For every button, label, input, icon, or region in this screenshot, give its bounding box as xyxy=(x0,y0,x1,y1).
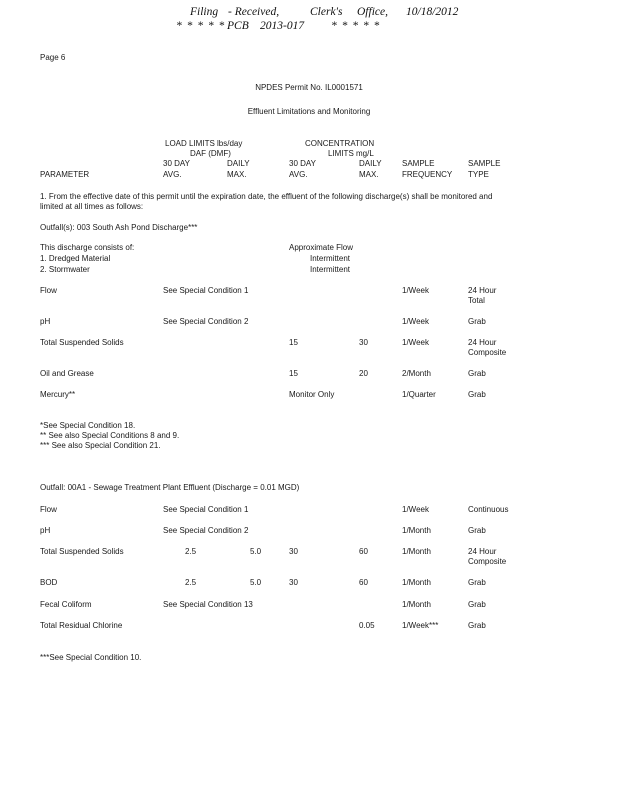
row-type: Grab xyxy=(468,317,486,326)
row-c30: Monitor Only xyxy=(289,390,335,399)
permit-title: NPDES Permit No. IL0001571 xyxy=(255,83,363,92)
outfall2-title: Outfall: 00A1 - Sewage Treatment Plant Effluent (Discharge = 0.01 MGD) xyxy=(40,483,300,492)
row-freq: 1/Week*** xyxy=(402,621,439,630)
row-type-2: Total xyxy=(468,296,485,305)
row-load-max: 5.0 xyxy=(250,547,262,556)
row-freq: 1/Month xyxy=(402,526,431,535)
row-param: Fecal Coliform xyxy=(40,600,92,609)
conc-daily-header: DAILY xyxy=(359,159,382,168)
row-freq: 1/Week xyxy=(402,338,429,347)
row-load: 2.5 xyxy=(185,578,197,587)
row-freq: 1/Month xyxy=(402,578,431,587)
outfall1-consists: This discharge consists of: xyxy=(40,243,135,252)
sample-freq-header: SAMPLE xyxy=(402,159,435,168)
load-30day-header: 30 DAY xyxy=(163,159,190,168)
row-type: 24 Hour xyxy=(468,338,497,347)
row-load: 2.5 xyxy=(185,547,197,556)
row-c30: 30 xyxy=(289,547,298,556)
row-param: pH xyxy=(40,526,51,535)
row-load: See Special Condition 13 xyxy=(163,600,253,609)
row-freq: 1/Month xyxy=(402,547,431,556)
row-load: See Special Condition 1 xyxy=(163,286,249,295)
row-type: Grab xyxy=(468,526,486,535)
header-date: 10/18/2012 xyxy=(406,6,459,18)
row-param: Mercury** xyxy=(40,390,76,399)
row-param: Flow xyxy=(40,286,57,295)
header-stars-left: * * * * * xyxy=(176,20,226,32)
page-label: Page 6 xyxy=(40,53,66,62)
row-type: Grab xyxy=(468,578,486,587)
row-param: BOD xyxy=(40,578,58,587)
row-freq: 2/Month xyxy=(402,369,431,378)
row-type: Grab xyxy=(468,600,486,609)
outfall1-item: 2. Stormwater xyxy=(40,265,90,274)
intro-line-1: 1. From the effective date of this permit until the expiration date, the effluent of the following discharge(s) shall be monitored and xyxy=(40,192,493,201)
row-type: Continuous xyxy=(468,505,509,514)
header-stars-right: * * * * * xyxy=(331,20,381,32)
row-type: 24 Hour xyxy=(468,547,497,556)
header-office: Office, xyxy=(357,6,388,18)
load-daily-header: DAILY xyxy=(227,159,250,168)
row-type-2: Composite xyxy=(468,557,507,566)
row-freq: 1/Week xyxy=(402,317,429,326)
header-filing: Filing xyxy=(190,6,219,18)
dmf-header: DAF (DMF) xyxy=(190,149,231,158)
concentration-header: CONCENTRATION xyxy=(305,139,375,148)
sample-freq-sub: FREQUENCY xyxy=(402,170,453,179)
row-type: Grab xyxy=(468,390,486,399)
row-cmax: 0.05 xyxy=(359,621,375,630)
row-c30: 30 xyxy=(289,578,298,587)
sample-type-sub: TYPE xyxy=(468,170,489,179)
header-pcb: PCB xyxy=(227,20,249,32)
outfall1-item: 1. Dredged Material xyxy=(40,254,111,263)
row-cmax: 30 xyxy=(359,338,368,347)
conc-30day-header: 30 DAY xyxy=(289,159,316,168)
row-param: Total Suspended Solids xyxy=(40,338,124,347)
footnote: ** See also Special Conditions 8 and 9. xyxy=(40,431,180,440)
row-type: Grab xyxy=(468,369,486,378)
row-c30: 15 xyxy=(289,338,298,347)
footnote: *See Special Condition 18. xyxy=(40,421,136,430)
intro-line-2: limited at all times as follows: xyxy=(40,202,144,211)
row-type: Grab xyxy=(468,621,486,630)
parameter-header: PARAMETER xyxy=(40,170,90,179)
row-c30: 15 xyxy=(289,369,298,378)
row-param: pH xyxy=(40,317,51,326)
load-30day-sub: AVG. xyxy=(163,170,182,179)
load-daily-sub: MAX. xyxy=(227,170,247,179)
row-load: See Special Condition 1 xyxy=(163,505,249,514)
limits-mgl-header: LIMITS mg/L xyxy=(328,149,374,158)
row-cmax: 20 xyxy=(359,369,368,378)
header-docket: 2013-017 xyxy=(260,20,305,32)
sample-type-header: SAMPLE xyxy=(468,159,501,168)
outfall1-approx-flow: Approximate Flow xyxy=(289,243,354,252)
header-clerks: Clerk's xyxy=(310,6,343,18)
row-load: See Special Condition 2 xyxy=(163,317,249,326)
conc-30day-sub: AVG. xyxy=(289,170,308,179)
footnote: *** See also Special Condition 21. xyxy=(40,441,161,450)
row-type: 24 Hour xyxy=(468,286,497,295)
outfall1-flow: Intermittent xyxy=(310,254,351,263)
row-freq: 1/Quarter xyxy=(402,390,436,399)
outfall1-flow: Intermittent xyxy=(310,265,351,274)
footnote: ***See Special Condition 10. xyxy=(40,653,142,662)
row-load-max: 5.0 xyxy=(250,578,262,587)
row-cmax: 60 xyxy=(359,578,368,587)
header-received: - Received, xyxy=(228,6,280,18)
row-freq: 1/Week xyxy=(402,505,429,514)
row-param: Flow xyxy=(40,505,57,514)
row-param: Total Suspended Solids xyxy=(40,547,124,556)
row-cmax: 60 xyxy=(359,547,368,556)
row-param: Total Residual Chlorine xyxy=(40,621,123,630)
outfall1-title: Outfall(s): 003 South Ash Pond Discharge*** xyxy=(40,223,198,232)
load-limits-header: LOAD LIMITS lbs/day xyxy=(165,139,243,148)
row-param: Oil and Grease xyxy=(40,369,94,378)
section-title: Effluent Limitations and Monitoring xyxy=(247,107,371,116)
row-freq: 1/Month xyxy=(402,600,431,609)
row-type-2: Composite xyxy=(468,348,507,357)
row-freq: 1/Week xyxy=(402,286,429,295)
row-load: See Special Condition 2 xyxy=(163,526,249,535)
conc-daily-sub: MAX. xyxy=(359,170,379,179)
